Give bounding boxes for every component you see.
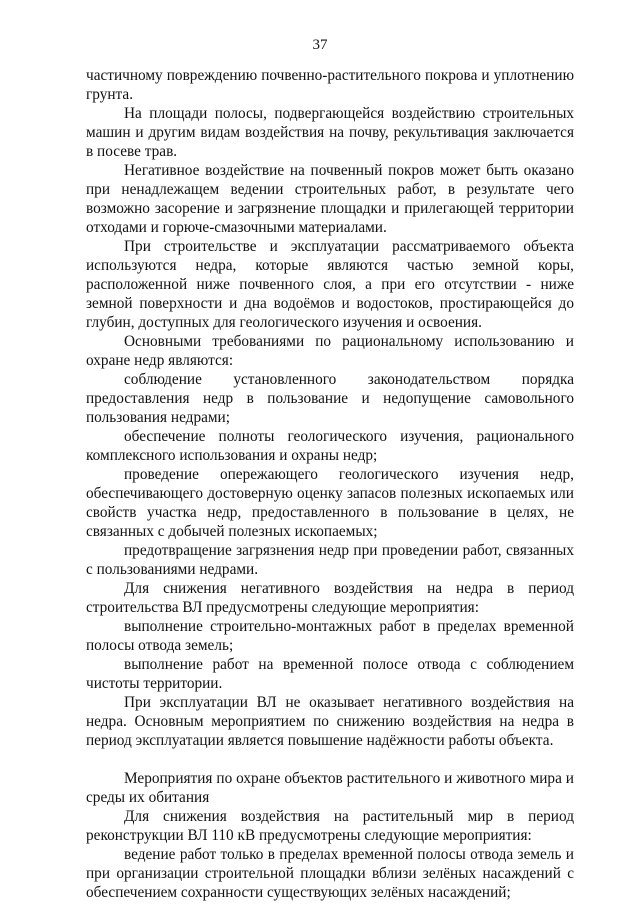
list-item-requirement-2: обеспечение полноты геологического изучения, рационального комплексного использования и охраны недр; — [86, 428, 574, 464]
paragraph-operation: При эксплуатации ВЛ не оказывает негативного воздействия на недра. Основным мероприятием по снижению воздействия на недра в период эксплуатации является повышение надёжности работы объекта. — [86, 694, 574, 749]
paragraph-soil-impact: Негативное воздействие на почвенный покров может быть оказано при ненадлежащем ведении строительных работ, в результате чего возможно засорение и загрязнение площадки и прилегающей территории отходами и горюче-смазочными материалами. — [86, 162, 574, 236]
list-item-measure-1: выполнение строительно-монтажных работ в пределах временной полосы отвода земель; — [86, 618, 574, 654]
paragraph-flora-measures-intro: Для снижения воздействия на растительный мир в период реконструкции ВЛ 110 кВ предусмотрены следующие мероприятия: — [86, 808, 574, 844]
list-item-requirement-4: предотвращение загрязнения недр при проведении работ, связанных с пользованиями недрами. — [86, 542, 574, 578]
list-item-requirement-1: соблюдение установленного законодательством порядка предоставления недр в пользование и недопущение самовольного пользования недрами; — [86, 371, 574, 426]
paragraph-requirements-intro: Основными требованиями по рациональному использованию и охране недр являются: — [86, 333, 574, 369]
page-number: 37 — [312, 37, 328, 53]
section-title-flora-fauna: Мероприятия по охране объектов растительного и животного мира и среды их обитания — [86, 770, 574, 806]
list-item-flora-measure-1: ведение работ только в пределах временной полосы отвода земель и при организации строительной площадки вблизи зелёных насаждений с обеспечением сохранности существующих зелёных насаждений; — [86, 846, 574, 901]
paragraph-recultivation: На площади полосы, подвергающейся воздействию строительных машин и другим видам воздействия на почву, рекультивация заключается в посеве трав. — [86, 105, 574, 160]
paragraph-subsoil-use: При строительстве и эксплуатации рассматриваемого объекта используются недра, которые являются частью земной коры, расположенной ниже почвенного слоя, а при его отсутствии - ниже земной поверхности и дна водоёмов и водостоков, простирающейся до глубин, доступных для геологического изучения и освоения. — [86, 238, 574, 331]
paragraph-construction-measures-intro: Для снижения негативного воздействия на недра в период строительства ВЛ предусмотрены следующие мероприятия: — [86, 580, 574, 616]
list-item-measure-2: выполнение работ на временной полосе отвода с соблюдением чистоты территории. — [86, 656, 574, 692]
document-body — [86, 66, 574, 902]
paragraph-continuation: частичному повреждению почвенно-растительного покрова и уплотнению грунта. — [86, 67, 574, 103]
list-item-requirement-3: проведение опережающего геологического изучения недр, обеспечивающего достоверную оценку запасов полезных ископаемых или свойств участка недр, предоставленного в пользование в целях, не связанных с добычей полезных ископаемых; — [86, 466, 574, 540]
